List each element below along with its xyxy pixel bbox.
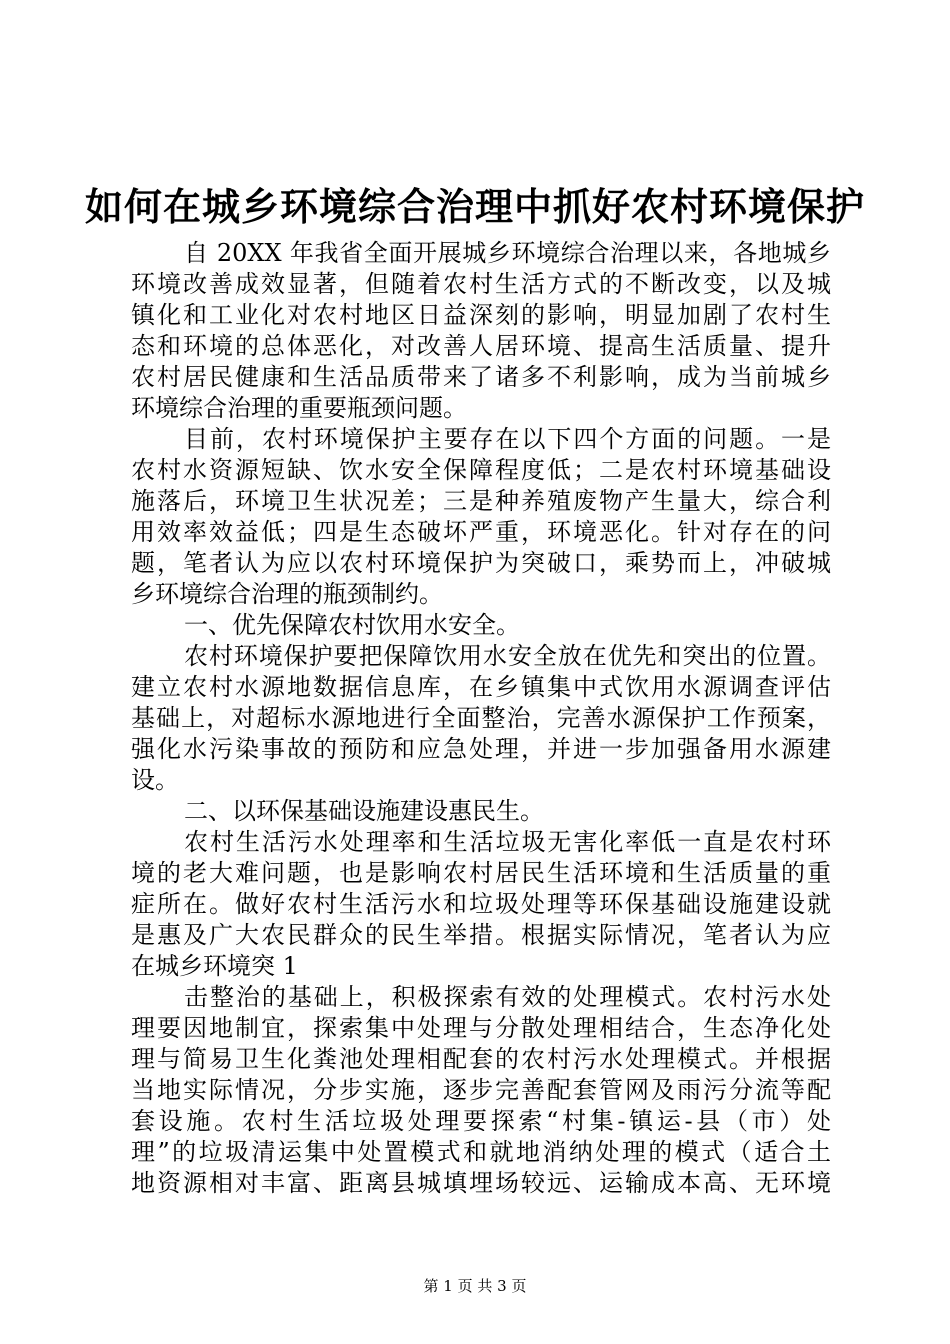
text-line: 症所在。做好农村生活污水和垃圾处理等环保基础设施建设就 — [131, 890, 831, 918]
text-line: 击整治的基础上，积极探索有效的处理模式。农村污水处 — [184, 983, 831, 1011]
text-line: 用效率效益低；四是生态破坏严重，环境恶化。针对存在的问 — [131, 518, 831, 546]
text-line: 题，笔者认为应以农村环境保护为突破口，乘势而上，冲破城 — [131, 549, 831, 577]
text-line: 施落后，环境卫生状况差；三是种养殖废物产生量大，综合利 — [131, 487, 831, 515]
text-line: 环境改善成效显著，但随着农村生活方式的不断改变，以及城 — [131, 270, 831, 298]
text-line: 地资源相对丰富、距离县城填埋场较远、运输成本高、无环境 — [131, 1169, 831, 1197]
page-number-footer: 第 1 页 共 3 页 — [423, 1277, 527, 1295]
text-line: 设。 — [131, 766, 179, 794]
text-line: 环境综合治理的重要瓶颈问题。 — [131, 394, 467, 422]
section-heading: 一、优先保障农村饮用水安全。 — [184, 611, 520, 639]
text-line: 农村水资源短缺、饮水安全保障程度低；二是农村环境基础设 — [131, 456, 831, 484]
text-line: 目前，农村环境保护主要存在以下四个方面的问题。一是 — [184, 425, 831, 453]
text-line: 理与简易卫生化粪池处理相配套的农村污水处理模式。并根据 — [131, 1045, 831, 1073]
text-line: 强化水污染事故的预防和应急处理，并进一步加强备用水源建 — [131, 735, 831, 763]
text-line: 境的老大难问题，也是影响农村居民生活环境和生活质量的重 — [131, 859, 831, 887]
text-line: 是惠及广大农民群众的民生举措。根据实际情况，笔者认为应 — [131, 921, 831, 949]
text-line: 当地实际情况，分步实施，逐步完善配套管网及雨污分流等配 — [131, 1076, 831, 1104]
text-line: 态和环境的总体恶化，对改善人居环境、提高生活质量、提升 — [131, 332, 831, 360]
text-line: 套设施。农村生活垃圾处理要探索“村集-镇运-县（市）处 — [131, 1107, 831, 1135]
text-line: 农村居民健康和生活品质带来了诸多不利影响，成为当前城乡 — [131, 363, 831, 391]
text-line: 农村生活污水处理率和生活垃圾无害化率低一直是农村环 — [184, 828, 831, 856]
text-line: 镇化和工业化对农村地区日益深刻的影响，明显加剧了农村生 — [131, 301, 831, 329]
document-body — [131, 238, 831, 1199]
text-line: 乡环境综合治理的瓶颈制约。 — [131, 580, 443, 608]
text-line: 农村环境保护要把保障饮用水安全放在优先和突出的位置。 — [184, 642, 831, 670]
text-line: 理”的垃圾清运集中处置模式和就地消纳处理的模式（适合土 — [131, 1138, 831, 1166]
text-line: 自 20XX 年我省全面开展城乡环境综合治理以来，各地城乡 — [184, 239, 831, 267]
text-line: 基础上，对超标水源地进行全面整治，完善水源保护工作预案， — [131, 704, 831, 732]
document-title: 如何在城乡环境综合治理中抓好农村环境保护 — [84, 184, 865, 229]
text-line: 建立农村水源地数据信息库，在乡镇集中式饮用水源调查评估 — [131, 673, 831, 701]
section-heading: 二、以环保基础设施建设惠民生。 — [184, 797, 544, 825]
text-line: 在城乡环境突 1 — [131, 952, 298, 980]
text-line: 理要因地制宜，探索集中处理与分散处理相结合，生态净化处 — [131, 1014, 831, 1042]
